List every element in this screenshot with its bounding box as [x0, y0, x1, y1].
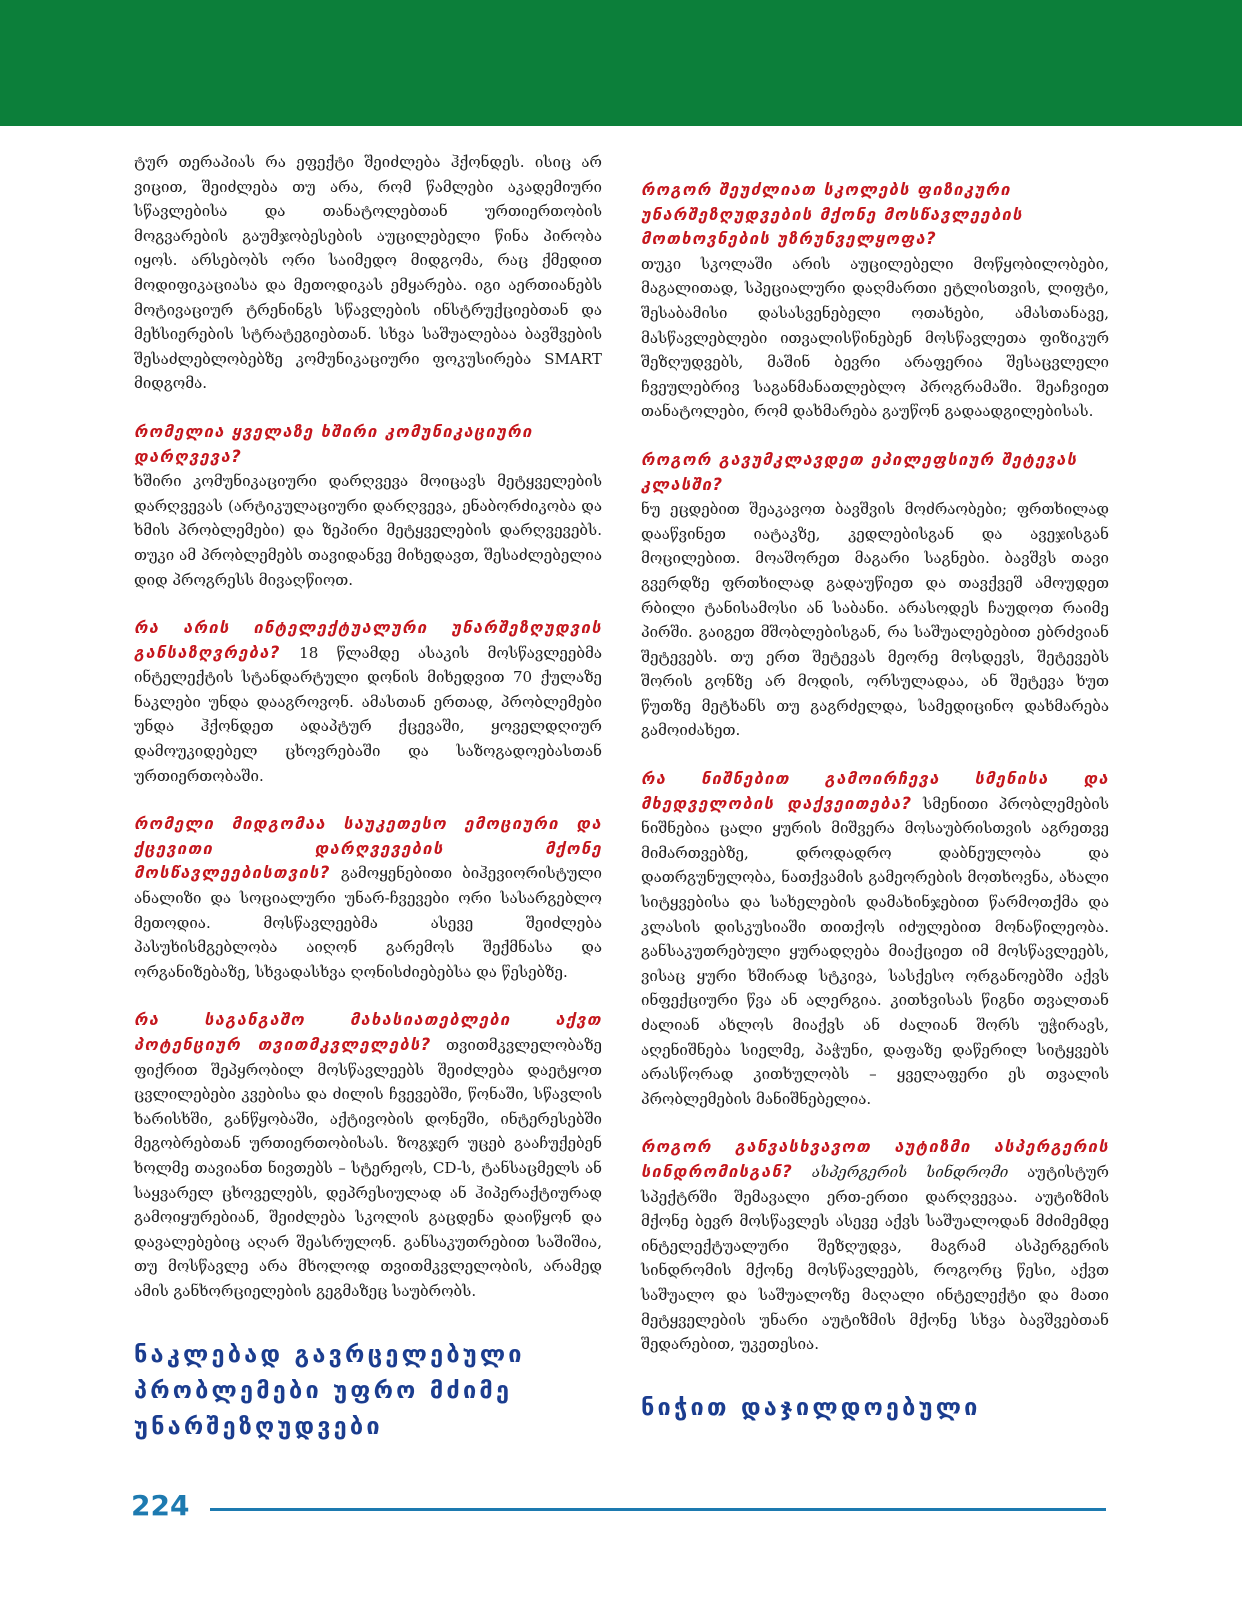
answer-text: სმენითი პრობლემების ნიშნებია ცალი ყურის მიშვერა მოსაუბრისთვის აგრეთვე მიმართვებზე, დროდადრო დაბნეულობა და დათრგუნულობა, ნათქვამის გამეორების მოთხოვნა, ახალი სიტყვებისა და სახელების დამახინჯებით წარმოთქმა და კლასის დისკუსიაში თითქოს იძულებით მონაწილეობა. განსაკუთრებული ყურადღება მიაქციეთ იმ მოსწავლეებს, ვისაც ყური ხშირად სტკივა, სასქესო ორგანოებში აქვს ინფექციური წვა ან ალერგია. კითხვისას წიგნი თვალთან ძალიან ახლოს მიაქვს ან ძალიან შორს უჭირავს, აღენიშნება სიელმე, პაჭუნი, დაფაზე დაწერილ სიტყვებს არასწორად კითხულობს – ყველაფერი ეს თვალის პრობლემების მანიშნებელია.	[641, 794, 1109, 1108]
question-heading: რომელი მიდგომაა საუკეთესო ემოციური და ქცევითი დარღვევების მქონე მოსწავლეებისთვის?	[134, 814, 602, 883]
intro-paragraph: ტურ თერაპიას რა ეფექტი შეიძლება ჰქონდეს. ისიც არ ვიცით, შეიძლება თუ არა, რომ წამლები აკადემიური სწავლებისა და თანატოლებთან ურთიერთობის მოგვარების გაუმჯობესების აუცილებელი წინა პირობა იყოს. არსებობს ორი საიმედო მიდგომა, რაც ქმედით მოდიფიკაციასა და მეთოდიკას ემყარება. იგი აერთიანებს მოტივაციურ ტრენინგს სწავლების ინსტრუქციებთან და მეხსიერების სტრატეგიებთან. სხვა საშუალებაა ბავშვების შესაძლებლობებზე კომუნიკაციური ფოკუსირება SMART მიდგომა.	[134, 153, 602, 393]
question-heading: რა ნიშნებით გამოირჩევა სმენისა და მხედველობის დაქვეითება?	[641, 769, 1109, 813]
page-number: 224	[131, 1489, 190, 1522]
question-heading: როგორ განვასხვავოთ აუტიზმი ასპერგერის სინდრომისგან?	[641, 1137, 1109, 1181]
question-heading: რომელია ყველაზე ხშირი კომუნიკაციური დარღვევა?	[134, 421, 533, 466]
section-intellectual-disability	[134, 616, 602, 788]
section-hearing-vision	[641, 767, 1109, 1111]
question-heading: როგორ შეუძლიათ სკოლებს ფიზიკური უნარშეზღუდვების მქონე მოსწავლეების მოთხოვნების უზრუნველყოფა?	[641, 180, 1023, 249]
question-heading: როგორ გავუმკლავდეთ ეპილეფსიურ შეტევას კლასში?	[641, 449, 1078, 494]
answer-text: თვითმკვლელობაზე ფიქრით შეპყრობილ მოსწავლეებს შეიძლება დაეტყოთ ცვლილებები კვებისა და ძილის ჩვევებში, წონაში, სწავლის ხარისხში, განწყობაში, აქტივობის დონეში, ინტერესებში მეგობრებთან ურთიერთობისას. ზოგჯერ უცებ გააჩუქებენ ხოლმე თავიანთ ნივთებს – სტერეოს, CD-ს, ტანსაცმელს ან საყვარელ ცხოველებს, დეპრესიულად ან ჰიპერაქტიურად გამოიყურებიან, შეიძლება სკოლის გაცდენა დაიწყონ და დავალებებიც აღარ შეასრულონ. განსაკუთრებით საშიშია, თუ მოსწავლე არა მხოლოდ თვითმკვლელობის, არამედ ამის განხორციელების გეგმაზეც საუბრობს.	[134, 1036, 602, 1300]
answer-text: გამოყენებითი ბიჰევიორისტული ანალიზი და სოციალური უნარ-ჩვევები ორი სასარგებლო მეთოდია. მოსწავლეებმა ასევე შეიძლება პასუხისმგებლობა აიღონ გარემოს შექმნასა და ორგანიზებაზე, სხვადასხვა ღონისძიებებსა და წესებზე.	[134, 864, 602, 981]
section-suicide-warning	[134, 1008, 602, 1303]
answer-text: აუტისტურ სპექტრში შემავალი ერთ-ერთი დარღვევაა. აუტიზმის მქონე ბევრ მოსწავლეს ასევე აქვს საშუალოდან მძიმემდე ინტელექტუალური შეზღუდვა, მაგრამ ასპერგერის სინდრომის მქონე მოსწავლეებს, როგორც წესი, აქვთ საშუალო და საშუალოზე მაღალი ინტელექტი და მათი მეტყველების უნარი აუტიზმის მქონე სხვა ბავშვებთან შედარებით, უკეთესია.	[641, 1162, 1109, 1354]
term-emphasis: ასპერგერის სინდრომი	[811, 1162, 1009, 1181]
section-emotional-disorders	[134, 812, 602, 984]
right-column	[641, 150, 1109, 1425]
answer-paragraph: თუკი სკოლაში არის აუცილებელი მოწყობილობები, მაგალითად, სპეციალური დაღმართი ეტლისთვის, ლიფტი, შესაბამისი დასასვენებელი ოთახები, ამასთანავე, მასწავლებლები ითვალისწინებენ მოსწავლეთა ფიზიკურ შეზღუდვებს, მაშინ ბევრი არაფერია შესაცვლელი ჩვეულებრივ საგანმანათლებლო პროგრამაში. შეაჩვიეთ თანატოლები, რომ დახმარება გაუწონ გადაადგილებისას.	[641, 254, 1109, 421]
section-physical-disability	[641, 178, 1109, 424]
top-color-band	[0, 0, 1242, 126]
left-column	[134, 150, 602, 1444]
answer-text: 18 წლამდე ასაკის მოსწავლეებმა ინტელექტის სტანდარტული დონის მიხედვით 70 ქულაზე ნაკლები უნდა დააგროვონ. ამასთან ერთად, პრობლემები უნდა ჰქონდეთ ადაპტურ ქცევაში, ყოველდღიურ დამოუკიდებელ ცხოვრებაში და საზოგადოებასთან ურთიერთობაში.	[134, 643, 602, 785]
answer-paragraph: ხშირი კომუნიკაციური დარღვევა მოიცავს მეტყველების დარღვევას (არტიკულაციური დარღვევა, ენაბორძიკობა და ხმის პრობლემები) და ზეპირი მეტყველების დარღვევებს. თუკი ამ პრობლემებს თავიდანვე მიხედავთ, შესაძლებელია დიდ პროგრესს მივაღწიოთ.	[134, 472, 602, 589]
question-heading: რა არის ინტელექტუალური უნარშეზღუდვის განსაზღვრება?	[134, 618, 602, 662]
section-heading-gifted: ნიჭით დაჯილდოებული	[641, 1392, 981, 1421]
question-answer-paragraph	[134, 812, 602, 984]
question-answer-paragraph	[134, 1008, 602, 1303]
question-heading: რა საგანგაშო მახასიათებლები აქვთ პოტენციურ თვითმკვლელებს?	[134, 1010, 602, 1054]
question-answer-paragraph	[134, 616, 602, 788]
question-answer-paragraph	[641, 767, 1109, 1111]
footer-rule	[210, 1508, 1106, 1511]
section-epilepsy	[641, 448, 1109, 743]
section-autism-asperger	[641, 1135, 1109, 1356]
question-answer-paragraph	[641, 1135, 1109, 1356]
section-communication-disorder	[134, 420, 602, 592]
section-heading-less-common: ნაკლებად გავრცელებული პრობლემები უფრო მძიმე უნარშეზღუდვები	[134, 1339, 525, 1440]
answer-paragraph: ნუ ეცდებით შეაკავოთ ბავშვის მოძრაობები; ფრთხილად დააწვინეთ იატაკზე, კედლებისგან და ავეჯისგან მოცილებით. მოაშორეთ მაგარი საგნები. ბავშვს თავი გვერდზე ფრთხილად გადაუწიეთ და თავქვეშ ამოუდეთ რბილი ტანისამოსი ან საბანი. არასოდეს ჩაუდოთ რაიმე პირში. გაიგეთ მშობლებისგან, რა საშუალებებით ებრძვიან შეტევებს. თუ ერთ შეტევას მეორე მოსდევს, შეტევებს შორის გონზე არ მოდის, ორსულადაა, ან შეტევა ხუთ წუთზე მეტხანს თუ გაგრძელდა, სამედიცინო დახმარება გამოიძახეთ.	[641, 500, 1109, 740]
